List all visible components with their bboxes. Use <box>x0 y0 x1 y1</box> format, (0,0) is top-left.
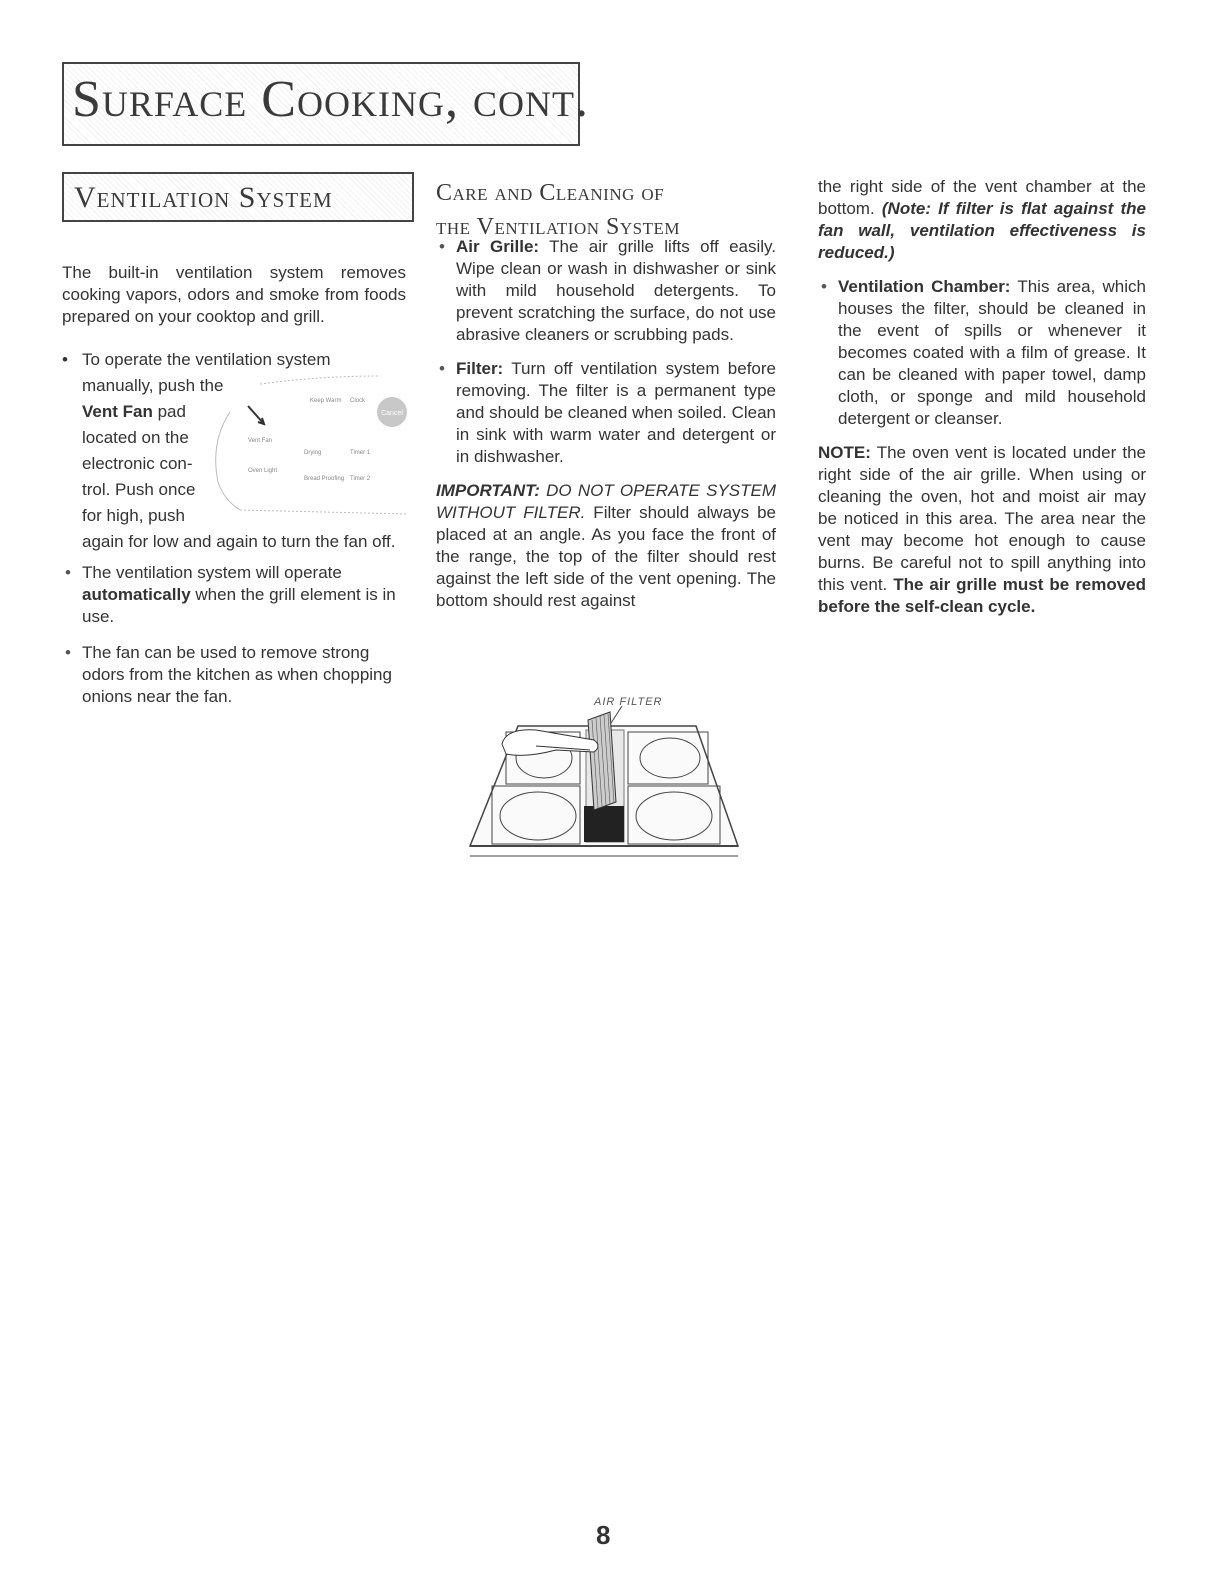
care-heading-line2: the Ventilation System <box>436 214 680 240</box>
filter-label: Filter: <box>456 359 504 378</box>
care-heading-line1: Care and Cleaning of <box>436 180 665 206</box>
intro-text: The built-in ventilation system removes cooking vapors, odors and smoke from foods prepared on your cooktop and grill. <box>62 263 406 326</box>
bullet2 <box>62 562 406 628</box>
bullet1-line4: located on the <box>82 428 189 447</box>
panel-timer1: Timer 1 <box>350 450 371 456</box>
bullet1-line6: trol. Push once <box>82 480 196 499</box>
care-heading <box>436 176 776 244</box>
note-label: NOTE: <box>818 443 871 462</box>
col3-cont-text: the right side of the vent chamber at the bottom. <box>818 177 1146 218</box>
panel-timer2: Timer 2 <box>350 476 371 482</box>
panel-bread-proofing: Bread Proofing <box>304 476 345 482</box>
page-number: 8 <box>596 1520 611 1550</box>
note-text: The oven vent is located under the right side of the air grille. When using or cleaning the oven, hot and moist air may be noticed in this area. The area near the vent may become hot enough to cause burns. Be careful not to spill anything into this vent. <box>818 443 1146 594</box>
air-grille-label: Air Grille: <box>456 237 540 256</box>
col3-note: (Note: If filter is flat against the fan wall, ventilation effectiveness is reduced.) <box>818 199 1146 262</box>
filter-text: Turn off ventilation system before removing. The filter is a permanent type and should be cleaned when soiled. Clean in sink with warm water and detergent or in dishwasher. <box>456 359 776 466</box>
control-panel-illustration <box>200 372 408 518</box>
air-grille-text: The air grille lifts off easily. Wipe clean or wash in dishwasher or sink with mild household detergents. To prevent scratching the surface, do not use abrasive cleaners or scrubbing pads. <box>456 237 776 344</box>
section-title: Ventilation System <box>74 181 333 214</box>
panel-oven-light: Oven Light <box>248 468 278 474</box>
section-title-box <box>62 172 414 222</box>
col3-cont-para <box>818 176 1146 264</box>
panel-drying: Drying <box>304 450 322 456</box>
vent-fan-label: Vent Fan <box>82 402 153 421</box>
vent-chamber-label: Ventilation Chamber: <box>838 277 1011 296</box>
bullet1-line7: for high, push <box>82 506 186 525</box>
intro-paragraph <box>62 262 406 328</box>
column-3 <box>818 176 1146 618</box>
panel-cancel: Cancel <box>381 410 403 417</box>
bullet2-text: The ventilation system will operate <box>82 563 342 582</box>
vent-chamber-text: This area, which houses the filter, should be cleaned in the event of spills or whenever it becomes coated with a film of grease. It can be cleaned with paper towel, damp cloth, or sponge and mild household detergent or cleanser. <box>838 277 1146 428</box>
filter-para <box>436 358 776 468</box>
bullet1-line3b: pad <box>157 402 186 421</box>
bullet-dot: • <box>62 350 68 369</box>
bullet1-line2: manually, push the <box>82 376 224 395</box>
page-title: Surface Cooking, cont. <box>72 71 589 128</box>
air-grille-para <box>436 236 776 346</box>
panel-keep-warm: Keep Warm <box>310 398 342 404</box>
bullet1-line5: electronic con- <box>82 454 193 473</box>
important-text: Filter should always be placed at an angle. As you face the front of the range, the top of the filter should rest against the left side of the vent opening. The bottom should rest against <box>436 503 777 610</box>
bullet2-bold: automatically <box>82 585 191 604</box>
bullet1-line8: again for low and again to turn the fan off. <box>82 532 396 551</box>
panel-vent-fan: Vent Fan <box>248 438 273 444</box>
page-title-box <box>62 62 589 146</box>
vent-chamber-para <box>818 276 1146 430</box>
bullet1-line1: To operate the ventilation system <box>82 350 331 369</box>
figure-caption: AIR FILTER <box>594 696 663 708</box>
note-bold: The air grille must be removed before the self-clean cycle. <box>818 575 1146 616</box>
air-filter-illustration <box>466 706 742 862</box>
col1-bullets <box>62 532 406 708</box>
bullet3: • The fan can be used to remove strong odors from the kitchen as when chopping onions near the fan. <box>62 642 406 708</box>
important-para <box>436 480 776 612</box>
bullet1-line3 <box>82 401 186 423</box>
bullet2-text-end: when the grill element is in use. <box>82 585 396 626</box>
panel-clock: Clock <box>350 398 366 404</box>
note-para <box>818 442 1146 618</box>
care-body <box>436 236 776 612</box>
important-caps: DO NOT OPERATE SYSTEM WITHOUT FILTER. <box>436 481 776 522</box>
important-label: IMPORTANT: <box>436 481 540 500</box>
arrow-icon <box>248 406 264 424</box>
